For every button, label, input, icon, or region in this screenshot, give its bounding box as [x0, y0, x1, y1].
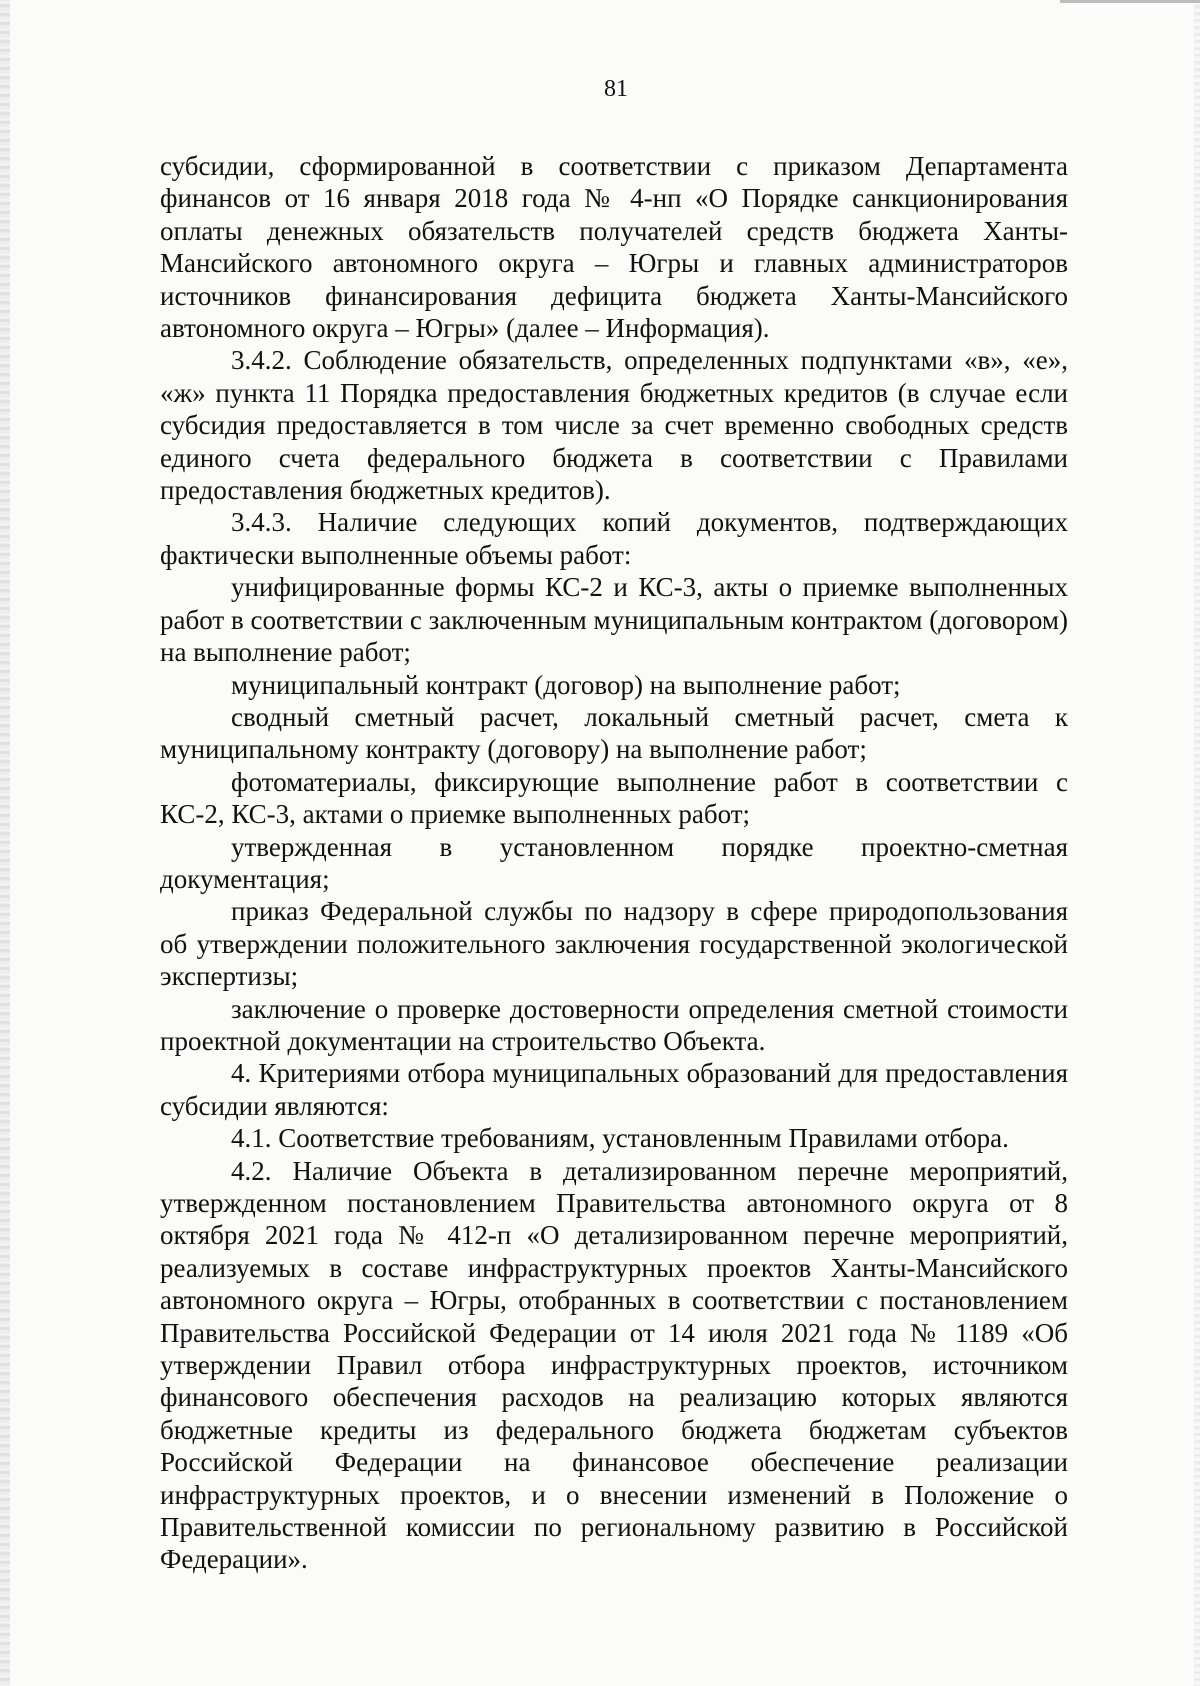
list-item: заключение о проверке достоверности определения сметной стоимости проектной документации на строительство Объекта.: [160, 993, 1068, 1056]
paragraph: 4.2. Наличие Объекта в детализированном перечне мероприятий, утвержденном постановлением Правительства автономного округа от 8 октября 2021 года № 412-п «О детализированном перечне мероприятий, реализуемых в составе инфраструктурных проектов Ханты-Мансийского автономного округа – Югры, отобранных в соответствии с постановлением Правительства Российской Федерации от 14 июля 2021 года № 1189 «Об утверждении Правил отбора инфраструктурных проектов, источником финансового обеспечения расходов на реализацию которых являются бюджетные кредиты из федерального бюджета бюджетам субъектов Российской Федерации на финансовое обеспечение реализации инфраструктурных проектов, и о внесении изменений в Положение о Правительственной комиссии по региональному развитию в Российской Федерации».: [160, 1155, 1068, 1575]
list-item: приказ Федеральной службы по надзору в сфере природопользования об утверждении положительного заключения государственной экологической экспертизы;: [160, 896, 1068, 992]
list-item: унифицированные формы КС-2 и КС-3, акты о приемке выполненных работ в соответствии с заключенным муниципальным контрактом (договором) на выполнение работ;: [160, 572, 1068, 668]
paragraph: субсидии, сформированной в соответствии с приказом Департамента финансов от 16 января 2018 года № 4-нп «О Порядке санкционирования оплаты денежных обязательств получателей средств бюджета Ханты-Мансийского автономного округа – Югры и главных администраторов источников финансирования дефицита бюджета Ханты-Мансийского автономного округа – Югры» (далее – Информация).: [160, 151, 1068, 344]
list-item: муниципальный контракт (договор) на выполнение работ;: [231, 669, 901, 700]
list-item: фотоматериалы, фиксирующие выполнение работ в соответствии с КС-2, КС-3, актами о приемке выполненных работ;: [160, 766, 1068, 830]
scan-edge-left: [0, 0, 10, 1686]
page-number: 81: [604, 76, 628, 102]
list-item: утвержденная в установленном порядке проектно-сметная документация;: [160, 831, 1068, 894]
paragraph: 3.4.2. Соблюдение обязательств, определенных подпунктами «в», «е», «ж» пункта 11 Порядка предоставления бюджетных кредитов (в случае если субсидия предоставляется в том числе за счет временно свободных средств единого счета федерального бюджета в соответствии с Правилами предоставления бюджетных кредитов).: [160, 345, 1068, 506]
scan-edge-top: [1060, 0, 1200, 3]
paragraph: 4.1. Соответствие требованиям, установленным Правилами отбора.: [231, 1123, 1009, 1154]
paragraph: 4. Критериями отбора муниципальных образований для предоставления субсидии являются:: [160, 1058, 1068, 1121]
document-body: [160, 150, 1068, 1576]
paragraph: 3.4.3. Наличие следующих копий документов, подтверждающих фактически выполненные объемы работ:: [160, 507, 1068, 570]
scan-edge-right: [1194, 0, 1200, 1686]
list-item: сводный сметный расчет, локальный сметный расчет, смета к муниципальному контракту (договору) на выполнение работ;: [160, 701, 1068, 765]
